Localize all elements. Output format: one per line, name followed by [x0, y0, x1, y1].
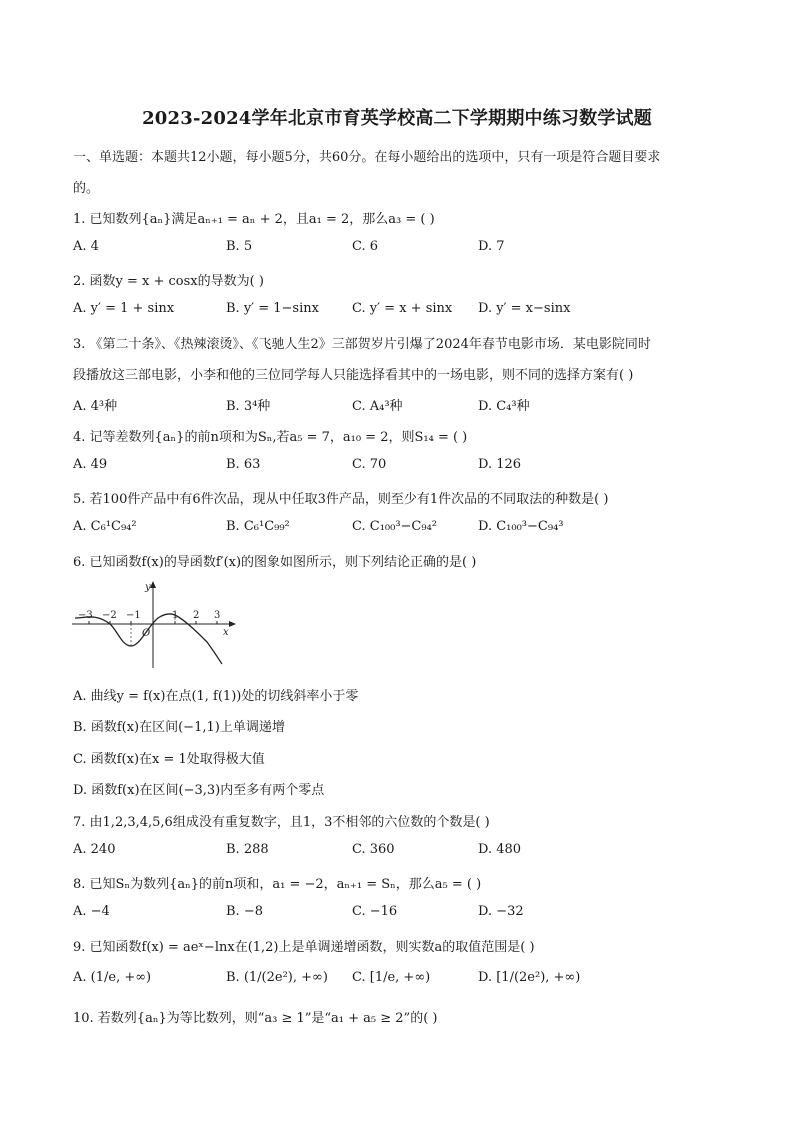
- derivative-curve: [75, 614, 222, 664]
- question-5-options: [73, 519, 733, 539]
- option-c: C. [1/e, +∞): [352, 970, 431, 985]
- option-b: B. y′ = 1−sinx: [226, 301, 319, 316]
- question-3-stem-cont: 段播放这三部电影，小李和他的三位同学每人只能选择看其中的一场电影，则不同的选择方案有( ): [73, 368, 634, 383]
- option-d: D. 480: [478, 842, 522, 857]
- option-a: A. 240: [73, 842, 116, 857]
- question-1-stem: 1. 已知数列{aₙ}满足aₙ₊₁ = aₙ + 2，且a₁ = 2，那么a₃ = ( ): [73, 212, 435, 227]
- question-9-stem: 9. 已知函数f(x) = aeˣ−lnx在(1,2)上是单调递增函数，则实数a的取值范围是( ): [73, 940, 535, 955]
- option-b: B. (1/(2e²), +∞): [226, 970, 328, 985]
- option-d: D. C₄³种: [478, 399, 530, 414]
- option-d: D. [1/(2e²), +∞): [478, 970, 581, 985]
- option-a: A. −4: [73, 904, 110, 919]
- option-a: A. 49: [73, 457, 108, 472]
- question-6-choice-a: A. 曲线y = f(x)在点(1, f(1))处的切线斜率小于零: [73, 689, 359, 704]
- option-b: B. C₆¹C₉₉²: [226, 519, 290, 534]
- option-d: D. C₁₀₀³−C₉₄³: [478, 519, 564, 534]
- tick-label: −3: [78, 610, 93, 621]
- question-4-stem: 4. 记等差数列{aₙ}的前n项和为Sₙ,若a₅ = 7，a₁₀ = 2，则S₁₄ = ( ): [73, 430, 468, 445]
- option-c: C. 70: [352, 457, 387, 472]
- option-b: B. 3⁴种: [226, 399, 271, 414]
- tick-label: −2: [102, 610, 117, 621]
- option-b: B. 63: [226, 457, 261, 472]
- tick-label: 1: [172, 610, 179, 621]
- option-c: C. y′ = x + sinx: [352, 301, 453, 316]
- option-a: A. 4³种: [73, 399, 118, 414]
- question-5-stem: 5. 若100件产品中有6件次品，现从中任取3件产品，则至少有1件次品的不同取法的种数是( ): [73, 492, 609, 507]
- option-d: D. 7: [478, 239, 505, 254]
- question-6-choice-b: B. 函数f(x)在区间(−1,1)上单调递增: [73, 720, 285, 735]
- question-1-options: [73, 239, 733, 259]
- option-a: A. C₆¹C₉₄²: [73, 519, 137, 534]
- question-4-options: [73, 457, 733, 477]
- option-c: C. 360: [352, 842, 395, 857]
- question-7-options: [73, 842, 733, 862]
- x-axis-label: x: [223, 627, 229, 638]
- y-axis-label: y: [145, 582, 151, 593]
- tick-label: −1: [126, 610, 141, 621]
- question-7-stem: 7. 由1,2,3,4,5,6组成没有重复数字，且1，3不相邻的六位数的个数是( ): [73, 815, 490, 830]
- y-axis-arrow: [150, 581, 156, 588]
- section-heading: 一、单选题：本题共12小题，每小题5分，共60分。在每小题给出的选项中，只有一项是符合题目要求: [73, 150, 661, 165]
- question-6-choice-d: D. 函数f(x)在区间(−3,3)内至多有两个零点: [73, 783, 325, 798]
- option-d: D. y′ = x−sinx: [478, 301, 571, 316]
- question-8-stem: 8. 已知Sₙ为数列{aₙ}的前n项和，a₁ = −2，aₙ₊₁ = Sₙ，那么a₅ = ( ): [73, 877, 482, 892]
- option-c: C. 6: [352, 239, 379, 254]
- tick-label: 2: [193, 610, 200, 621]
- option-a: A. 4: [73, 239, 99, 254]
- option-a: A. (1/e, +∞): [73, 970, 152, 985]
- x-axis-arrow: [229, 621, 236, 627]
- question-10-stem: 10. 若数列{aₙ}为等比数列，则“a₃ ≥ 1”是“a₁ + a₅ ≥ 2”的( ): [73, 1011, 438, 1026]
- option-b: B. 288: [226, 842, 269, 857]
- derivative-graph-svg: [70, 578, 240, 670]
- question-6-choice-c: C. 函数f(x)在x = 1处取得极大值: [73, 752, 265, 767]
- question-3-stem: 3. 《第二十条》、《热辣滚烫》、《飞驰人生2》三部贺岁片引爆了2024年春节电影市场．某电影院同时: [73, 337, 651, 352]
- question-3-options: [73, 395, 733, 415]
- page-title: 2023-2024学年北京市育英学校高二下学期期中练习数学试题: [142, 108, 652, 129]
- tick-label: 3: [214, 610, 221, 621]
- option-d: D. 126: [478, 457, 522, 472]
- question-2-stem: 2. 函数y = x + cosx的导数为( ): [73, 274, 264, 289]
- option-b: B. −8: [226, 904, 263, 919]
- origin-label: O: [142, 628, 151, 639]
- question-6-stem: 6. 已知函数f(x)的导函数f′(x)的图象如图所示，则下列结论正确的是( ): [73, 555, 477, 570]
- option-c: C. C₁₀₀³−C₉₄²: [352, 519, 438, 534]
- derivative-graph: [70, 578, 240, 670]
- section-heading-cont: 的。: [73, 181, 100, 196]
- option-a: A. y′ = 1 + sinx: [73, 301, 175, 316]
- option-d: D. −32: [478, 904, 524, 919]
- option-c: C. −16: [352, 904, 398, 919]
- question-2-options: [73, 301, 733, 321]
- question-9-options: [73, 970, 733, 990]
- option-b: B. 5: [226, 239, 253, 254]
- question-8-options: [73, 904, 733, 924]
- option-c: C. A₄³种: [352, 399, 403, 414]
